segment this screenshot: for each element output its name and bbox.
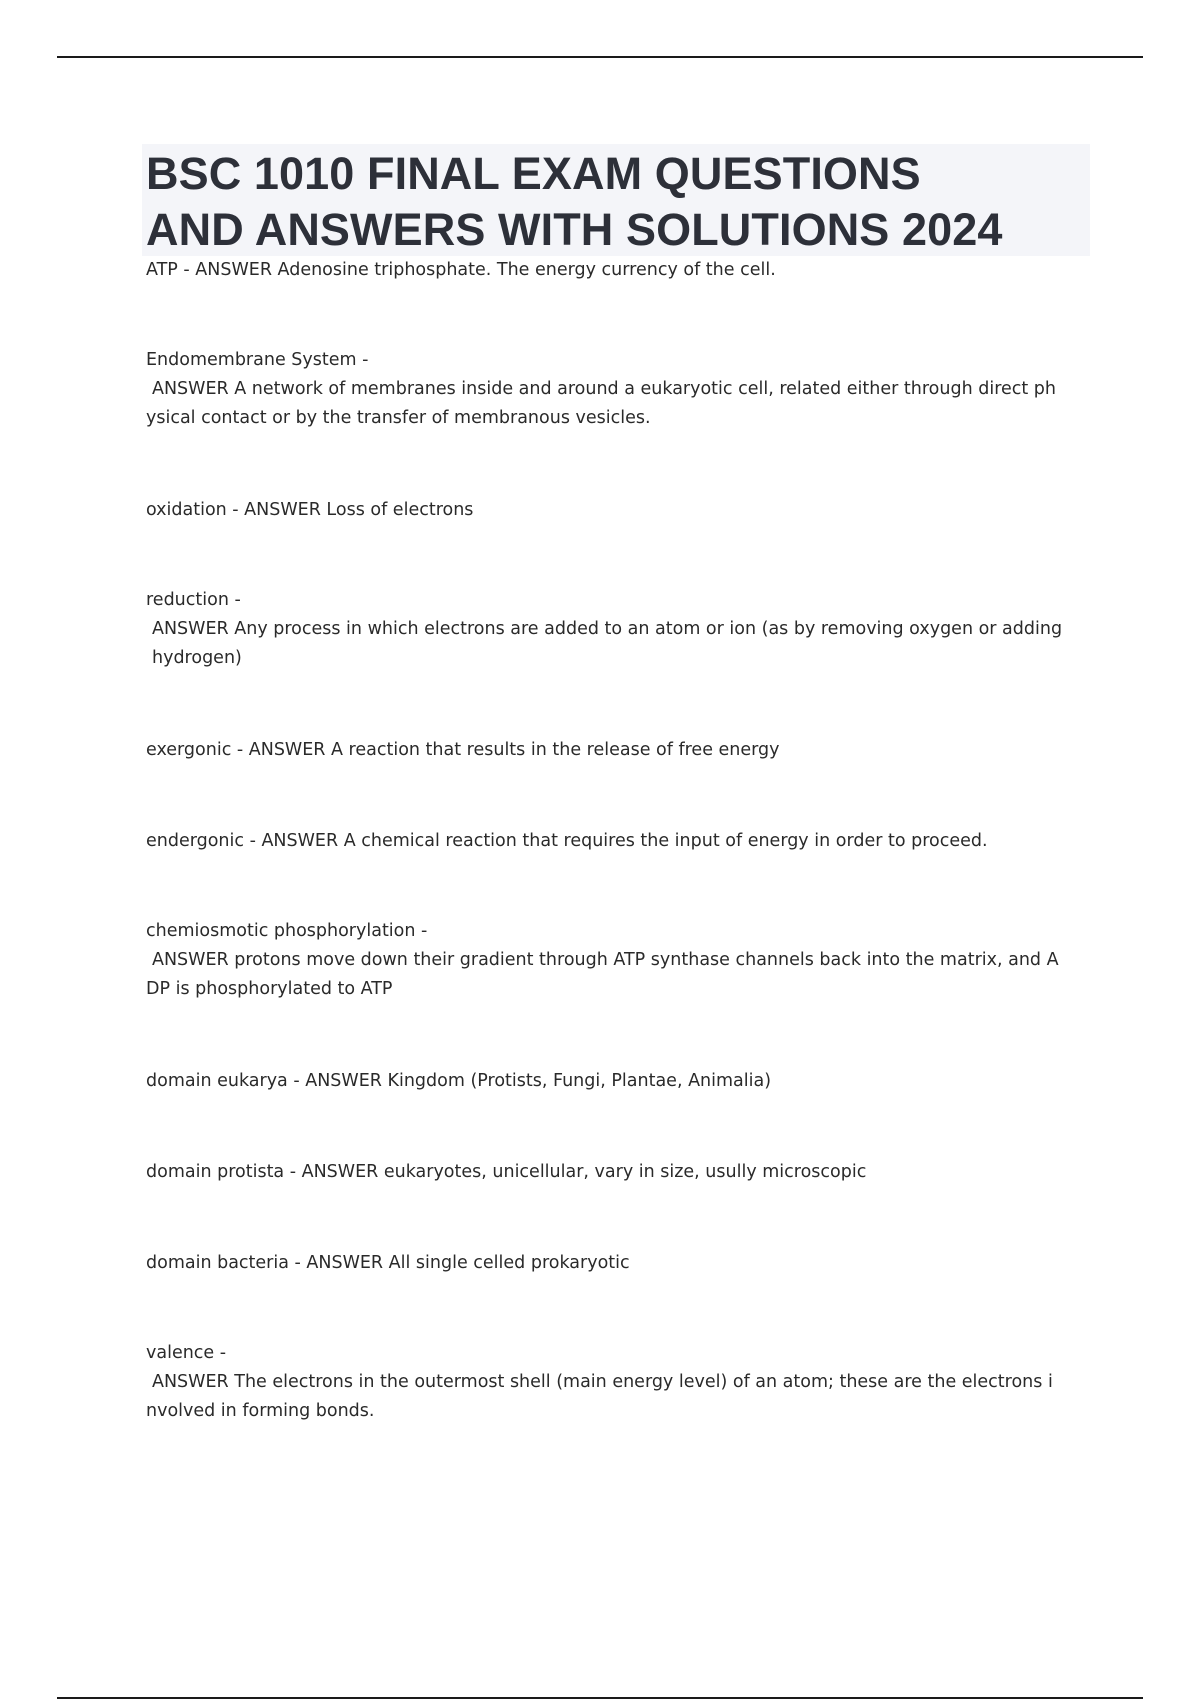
qa-entry-reduction <box>146 586 1062 673</box>
qa-entry-text: exergonic - ANSWER A reaction that results in the release of free energy <box>146 740 780 760</box>
qa-entry-oxidation <box>146 496 473 525</box>
qa-entry-domain-eukarya <box>146 1067 771 1096</box>
qa-entry-domain-bacteria <box>146 1249 630 1278</box>
qa-term: Endomembrane System - <box>146 350 369 370</box>
qa-entry-text: domain eukarya - ANSWER Kingdom (Protists, Fungi, Plantae, Animalia) <box>146 1071 772 1091</box>
qa-entry-text: domain bacteria - ANSWER All single celled prokaryotic <box>146 1253 630 1273</box>
qa-term: reduction - <box>146 590 241 610</box>
qa-answer-line: ANSWER Any process in which electrons are added to an atom or ion (as by removing oxygen or adding <box>152 619 1063 639</box>
document-title-line-1: BSC 1010 FINAL EXAM QUESTIONS <box>146 148 921 199</box>
qa-answer-line: DP is phosphorylated to ATP <box>146 979 393 999</box>
bottom-rule <box>57 1697 1143 1699</box>
document-title-line-2: AND ANSWERS WITH SOLUTIONS 2024 <box>146 204 1003 255</box>
qa-entry-endomembrane <box>146 346 1056 433</box>
qa-answer-line: ANSWER protons move down their gradient through ATP synthase channels back into the matrix, and A <box>152 950 1059 970</box>
qa-entry-chemiosmotic <box>146 917 1059 1004</box>
qa-entry-exergonic <box>146 736 780 765</box>
qa-answer-line: ANSWER A network of membranes inside and around a eukaryotic cell, related either through direct ph <box>152 379 1057 399</box>
document-title-block <box>142 144 1090 256</box>
qa-entry-text: ATP - ANSWER Adenosine triphosphate. The energy currency of the cell. <box>146 260 776 280</box>
qa-answer-line: nvolved in forming bonds. <box>146 1401 375 1421</box>
qa-entry-text: domain protista - ANSWER eukaryotes, unicellular, vary in size, usully microscopic <box>146 1162 867 1182</box>
qa-answer-line: ANSWER The electrons in the outermost shell (main energy level) of an atom; these are the electrons i <box>152 1372 1053 1392</box>
qa-entry-atp <box>146 256 776 285</box>
qa-entry-domain-protista <box>146 1158 866 1187</box>
qa-term: valence - <box>146 1343 227 1363</box>
top-rule <box>57 56 1143 58</box>
qa-entry-text: endergonic - ANSWER A chemical reaction that requires the input of energy in order to proceed. <box>146 831 988 851</box>
qa-term: chemiosmotic phosphorylation - <box>146 921 428 941</box>
qa-entry-endergonic <box>146 827 988 856</box>
qa-answer-line: ysical contact or by the transfer of membranous vesicles. <box>146 408 651 428</box>
qa-answer-line: hydrogen) <box>152 648 242 668</box>
qa-entry-valence <box>146 1339 1053 1426</box>
qa-entry-text: oxidation - ANSWER Loss of electrons <box>146 500 474 520</box>
